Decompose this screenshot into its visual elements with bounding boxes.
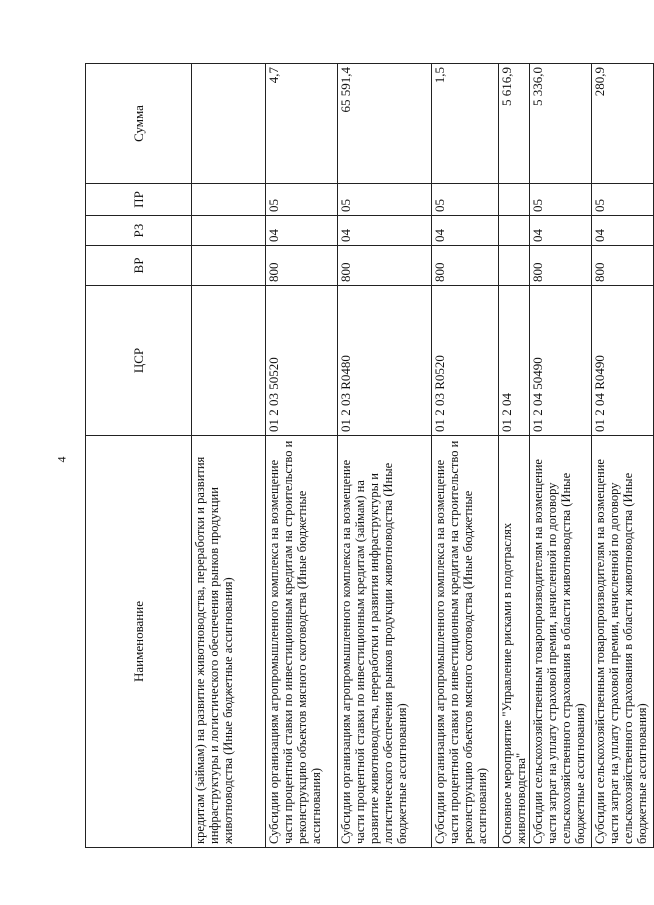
cell-vr: 800: [592, 246, 654, 286]
cell-pr: [499, 184, 530, 216]
header-csr: ЦСР: [86, 286, 192, 436]
header-rz: РЗ: [86, 216, 192, 246]
header-vr: ВР: [86, 246, 192, 286]
header-pr: ПР: [86, 184, 192, 216]
cell-name: Субсидии организациям агропромышленного комплекса на возмещение части процентной ставки по инвестиционным кредитам (займам) на развитие животноводства, переработки и развития инфраструктуры и логистического обеспечения рынков продукции животноводства (Иные бюджетные ассигнования): [338, 436, 432, 848]
cell-rz: 04: [530, 216, 592, 246]
cell-rz: [499, 216, 530, 246]
cell-vr: 800: [530, 246, 592, 286]
header-name: Наименование: [86, 436, 192, 848]
page-number: 4: [54, 456, 69, 463]
cell-sum: 1,5: [432, 64, 499, 184]
cell-name: Субсидии организациям агропромышленного комплекса на возмещение части процентной ставки по инвестиционным кредитам на строительство и реконструкцию объектов мясного скотоводства (Иные бюджетные ассигнования): [266, 436, 338, 848]
table-row: [432, 64, 499, 848]
cell-sum: 280,9: [592, 64, 654, 184]
cell-csr: 01 2 03 50520: [266, 286, 338, 436]
cell-pr: 05: [338, 184, 432, 216]
cell-vr: 800: [338, 246, 432, 286]
cell-csr: 01 2 04 R0490: [592, 286, 654, 436]
table-row: [338, 64, 432, 848]
cell-pr: [192, 184, 266, 216]
cell-vr: 800: [432, 246, 499, 286]
cell-rz: [192, 216, 266, 246]
cell-name: Основное мероприятие "Управление рисками в подотраслях животноводства": [499, 436, 530, 848]
cell-pr: 05: [530, 184, 592, 216]
cell-csr: 01 2 04 50490: [530, 286, 592, 436]
table-row: [192, 64, 266, 848]
cell-vr: [499, 246, 530, 286]
cell-csr: 01 2 03 R0480: [338, 286, 432, 436]
cell-name: Субсидии организациям агропромышленного комплекса на возмещение части процентной ставки по инвестиционным кредитам на строительство и реконструкцию объектов мясного скотоводства (Иные бюджетные ассигнования): [432, 436, 499, 848]
cell-vr: 800: [266, 246, 338, 286]
cell-name: Субсидии сельскохозяйственным товаропроизводителям на возмещение части затрат на уплату страховой премии, начисленной по договору сельскохозяйственного страхования в области животноводства (Иные бюджетные ассигнования): [530, 436, 592, 848]
table-header-row: [86, 64, 192, 848]
cell-rz: 04: [592, 216, 654, 246]
cell-vr: [192, 246, 266, 286]
cell-rz: 04: [266, 216, 338, 246]
budget-table: [85, 63, 654, 848]
cell-pr: 05: [432, 184, 499, 216]
table-row: [499, 64, 530, 848]
cell-csr: 01 2 04: [499, 286, 530, 436]
cell-pr: 05: [592, 184, 654, 216]
cell-csr: [192, 286, 266, 436]
cell-sum: 5 616,9: [499, 64, 530, 184]
cell-csr: 01 2 03 R0520: [432, 286, 499, 436]
cell-sum: 65 591,4: [338, 64, 432, 184]
cell-pr: 05: [266, 184, 338, 216]
table-row: [530, 64, 592, 848]
cell-rz: 04: [432, 216, 499, 246]
table-row: [266, 64, 338, 848]
cell-sum: [192, 64, 266, 184]
cell-sum: 5 336,0: [530, 64, 592, 184]
header-sum: Сумма: [86, 64, 192, 184]
cell-rz: 04: [338, 216, 432, 246]
rotated-table-wrapper: [85, 64, 649, 848]
table-row: [592, 64, 654, 848]
cell-name: Субсидии сельскохозяйственным товаропроизводителям на возмещение части затрат на уплату страховой премии, начисленной по договору сельскохозяйственного страхования в области животноводства (Иные бюджетные ассигнования): [592, 436, 654, 848]
cell-sum: 4,7: [266, 64, 338, 184]
cell-name: кредитам (займам) на развитие животноводства, переработки и развития инфраструктуры и логистического обеспечения рынков продукции животноводства (Иные бюджетные ассигнования): [192, 436, 266, 848]
